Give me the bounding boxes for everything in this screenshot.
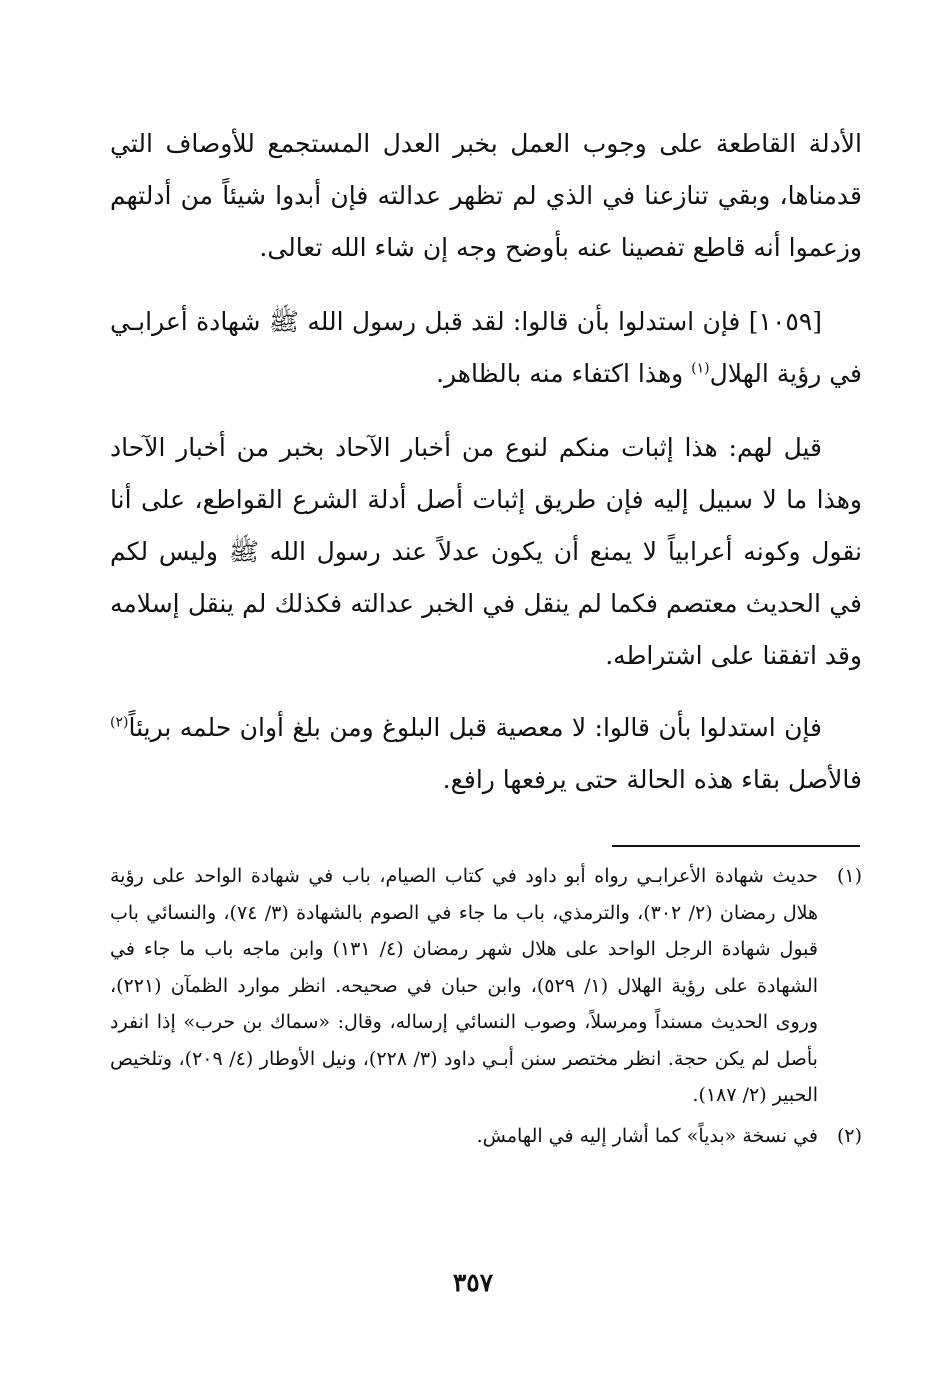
- footnote-1-number: (١): [836, 865, 862, 887]
- paragraph-4-text: فإن استدلوا بأن قالوا: لا معصية قبل البلوغ ومن بلغ أوان حلمه بريئاً: [128, 713, 822, 742]
- footnote-ref-2[interactable]: (٢): [110, 714, 129, 731]
- paragraph-2: [110, 296, 862, 400]
- paragraph-2-text-end: وهذا اكتفاء منه بالظاهر.: [436, 359, 684, 388]
- paragraph-1: الأدلة القاطعة على وجوب العمل بخبر العدل المستجمع للأوصاف التي قدمناها، وبقي تنازعنا في الذي لم تظهر عدالته فإن أبدوا شيئاً من أدلتهم وزعموا أنه قاطع تفصينا عنه بأوضح وجه إن شاء الله تعالى.: [110, 129, 862, 262]
- footnote-2-text: في نسخة «بدياً» كما أشار إليه في الهامش.: [476, 1124, 818, 1147]
- footnote-1: [110, 858, 862, 1114]
- main-text: [110, 118, 862, 806]
- paragraph-3: قيل لهم: هذا إثبات منكم لنوع من أخبار الآحاد بخبر من أخبار الآحاد وهذا ما لا سبيل إليه فإن طريق إثبات أصل أدلة الشرع القواطع، على أنا نقول وكونه أعرابياً لا يمنع أن يكون عدلاً عند رسول الله ﷺ وليس لكم في الحديث معتصم فكما لم ينقل في الخبر عدالته فكذلك لم ينقل إسلامه وقد اتفقنا على اشتراطه.: [110, 433, 862, 670]
- footnote-1-text: حديث شهادة الأعرابـي رواه أبو داود في كتاب الصيام، باب في شهادة الواحد على رؤية هلال رمضان (٢/ ٣٠٢)، والترمذي، باب ما جاء في الصوم بالشهادة (٣/ ٧٤)، والنسائي باب قبول شهادة الرجل الواحد على هلال شهر رمضان (٤/ ١٣١) وابن ماجه باب ما جاء في الشهادة على رؤية الهلال (١/ ٥٢٩)، وابن حبان في صحيحه. انظر موارد الظمآن (٢٢١)، وروى الحديث مسنداً ومرسلاً، وصوب النسائي إرساله، وقال: «سماك بن حرب» إذا انفرد بأصل لم يكن حجة. انظر مختصر سنن أبـي داود (٣/ ٢٢٨)، ونيل الأوطار (٤/ ٢٠٩)، وتلخيص الحبير (٢/ ١٨٧).: [110, 865, 818, 1106]
- footnotes: [110, 858, 862, 1154]
- paragraph-2-text: فإن استدلوا بأن قالوا: لقد قبل رسول الله ﷺ شهادة أعرابـي في رؤية الهلال: [110, 307, 862, 388]
- footnote-2: [110, 1118, 862, 1155]
- paragraph-4: [110, 702, 862, 806]
- footnote-2-number: (٢): [836, 1124, 862, 1147]
- footnote-divider: [612, 845, 860, 847]
- footnote-ref-1[interactable]: (١): [691, 360, 710, 377]
- page-number: ٣٥٧: [452, 1268, 494, 1297]
- paragraph-2-number: [١٠٥٩]: [748, 307, 823, 336]
- paragraph-4-text-end: فالأصل بقاء هذه الحالة حتى يرفعها رافع.: [442, 765, 862, 794]
